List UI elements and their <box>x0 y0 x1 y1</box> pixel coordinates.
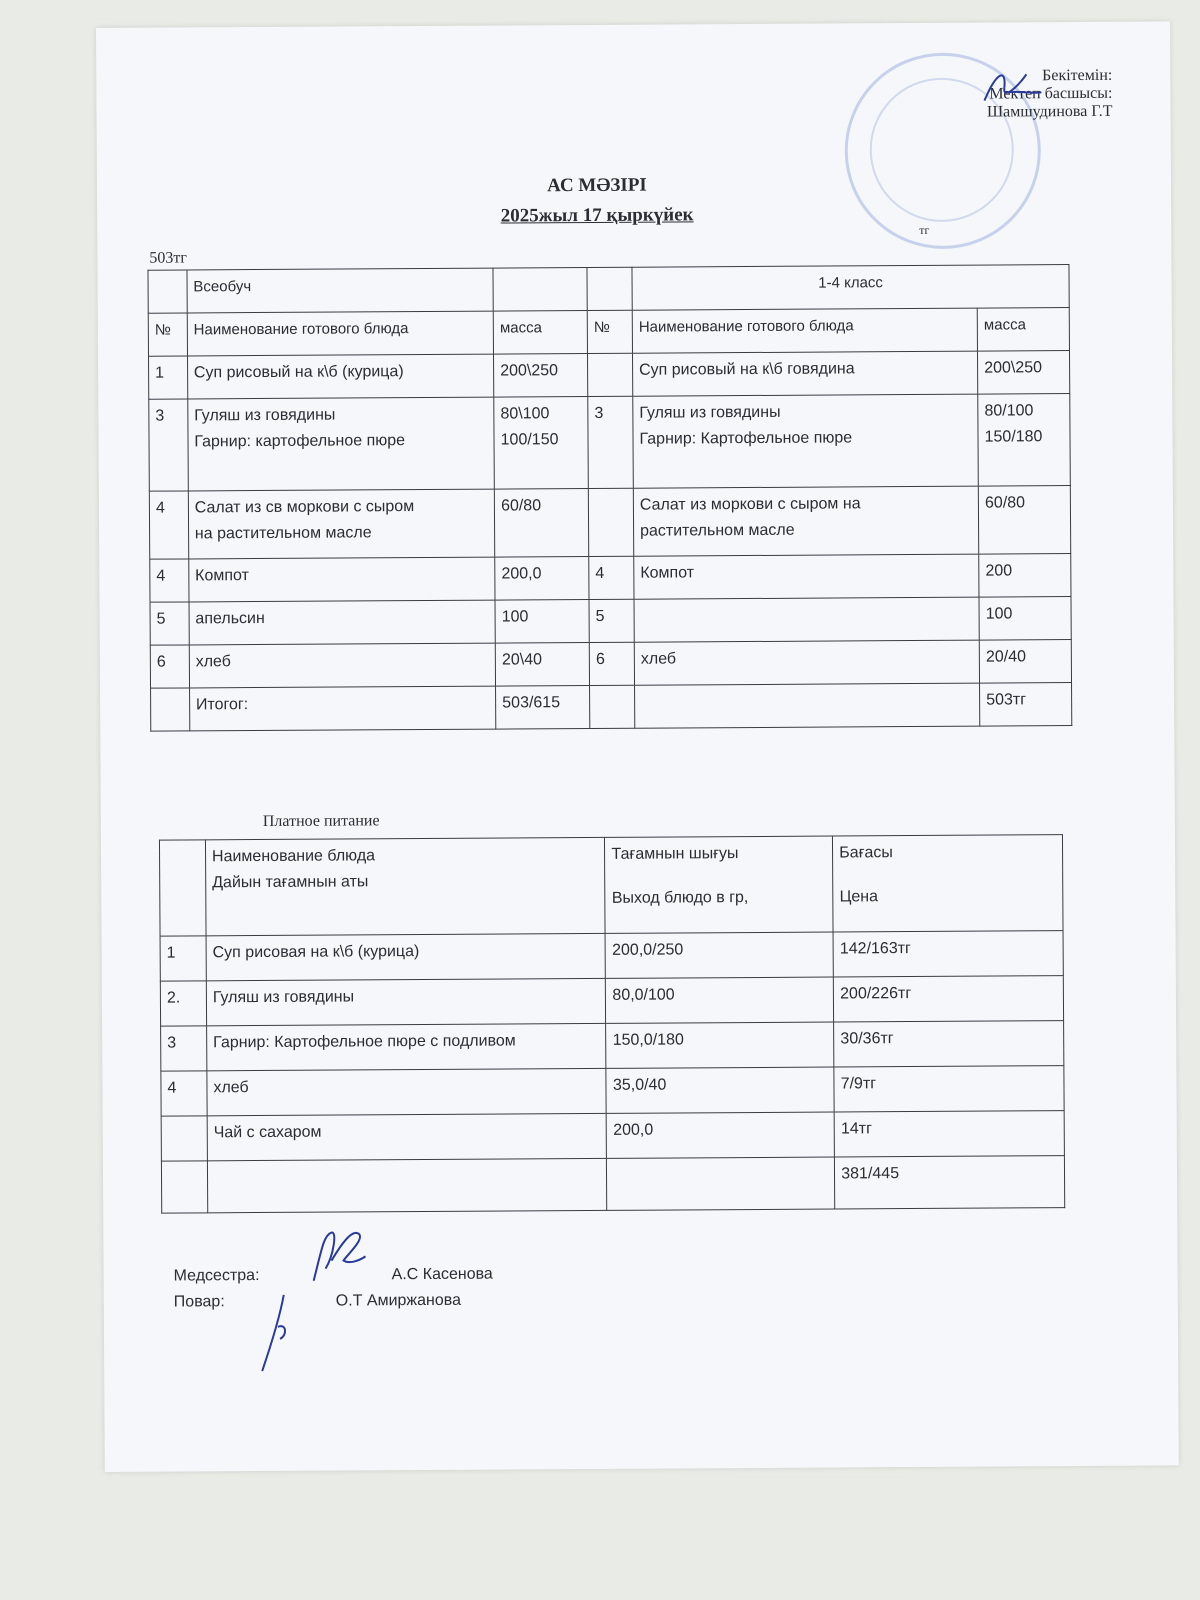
table-row: 3 Гуляш из говядины Гарнир: картофельное пюре 80\100 100/150 3 Гуляш из говядины Гарнир: Картофельное пюре 80/100 150/180 <box>149 394 1071 492</box>
nurse-row <box>174 1265 594 1294</box>
approval-line-1: Бекітемін: <box>1042 66 1113 85</box>
nurse-label: Медсестра: <box>173 1267 260 1285</box>
signatures-block <box>174 1265 594 1320</box>
table-row: 5 апельсин 100 5 100 <box>150 597 1071 646</box>
table-row: 1 Суп рисовый на к\б (курица) 200\250 Суп рисовый на к\б говядина 200\250 <box>149 351 1070 400</box>
document-sheet <box>96 21 1179 1472</box>
table-row: 2. Гуляш из говядины 80,0/100 200/226тг <box>160 976 1063 1027</box>
table-row: 3 Гарнир: Картофельное пюре с подливом 150,0/180 30/36тг <box>161 1021 1064 1072</box>
table-row: 4 хлеб 35,0/40 7/9тг <box>161 1066 1064 1117</box>
table-column-header <box>148 308 1069 357</box>
nurse-name: А.С Касенова <box>391 1265 493 1284</box>
paid-table-header: Наименование блюда Дайын тағамнын аты Тағамнын шығуы Выход блюдо в гр, Бағасы Цена <box>159 835 1063 937</box>
col-name: Наименование готового блюда <box>187 311 494 356</box>
paid-menu-table <box>159 834 1065 1214</box>
stamp-mark: тг <box>919 222 930 237</box>
col-mass: масса <box>977 308 1069 352</box>
group-left: Всеобуч <box>187 268 494 313</box>
table-row: 1 Суп рисовая на к\б (курица) 200,0/250 142/163тг <box>160 931 1063 982</box>
col-name: Наименование готового блюда <box>632 308 977 353</box>
menu-table <box>147 264 1072 732</box>
cook-name: О.Т Амиржанова <box>335 1291 462 1310</box>
paid-total-row: 381/445 <box>161 1156 1064 1214</box>
col-no: № <box>148 313 187 356</box>
approval-line-2: Мектеп басшысы: <box>989 84 1113 103</box>
table-row: 6 хлеб 20\40 6 хлеб 20/40 <box>150 640 1071 689</box>
cook-label: Повар: <box>173 1293 225 1311</box>
cook-row <box>174 1291 594 1320</box>
table-group-header <box>148 265 1069 314</box>
group-right: 1-4 класс <box>632 265 1069 311</box>
col-no: № <box>587 310 632 353</box>
table-row: Чай с сахаром 200,0 14тг <box>161 1111 1064 1162</box>
nurse-signature <box>303 1220 373 1290</box>
table-row: 4 Салат из св моркови с сыром на растительном масле 60/80 Салат из моркови с сыром на растительном масле 60/80 <box>149 486 1070 560</box>
document-date: 2025жыл 17 қыркүйек <box>500 204 694 227</box>
table-total-row: Итогог: 503/615 503тг <box>151 683 1072 732</box>
col-mass: масса <box>493 311 587 355</box>
cook-signature <box>252 1287 303 1377</box>
document-title: АС МӘЗІРІ <box>547 174 647 197</box>
top-price: 503тг <box>149 249 188 267</box>
director-signature <box>976 62 1046 112</box>
table-row: 4 Компот 200,0 4 Компот 200 <box>150 554 1071 603</box>
paid-section-title: Платное питание <box>262 812 380 830</box>
approval-line-3: Шамшудинова Г.Т <box>986 102 1113 121</box>
